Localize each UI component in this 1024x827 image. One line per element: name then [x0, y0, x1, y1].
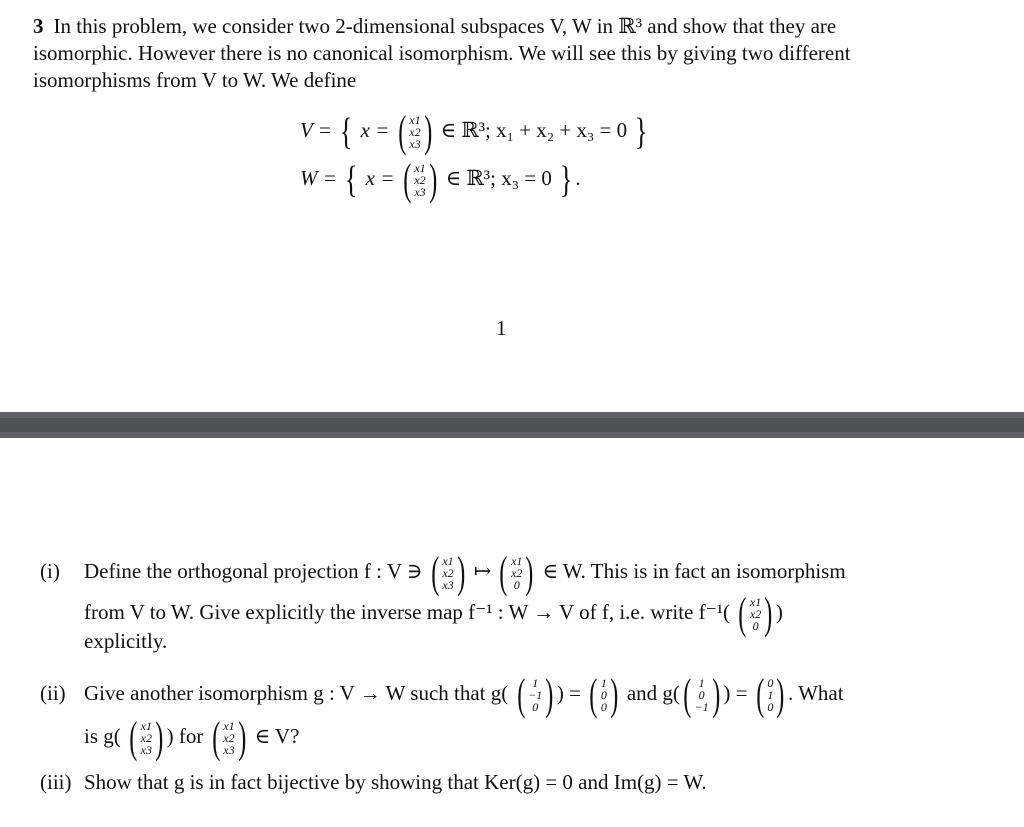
- problem-intro-line-1: [33, 13, 973, 40]
- vec-entry: 0: [600, 688, 607, 702]
- vec-entry: 1: [698, 676, 705, 690]
- vec-entry: 0: [513, 578, 520, 592]
- paren-right: ): [764, 589, 773, 638]
- vec-entry: x1: [223, 719, 235, 733]
- paren-right: ): [610, 670, 619, 719]
- paren-left: (: [499, 548, 508, 597]
- vec-entry: x1: [442, 554, 454, 568]
- part-ii-text-d: ) =: [723, 680, 748, 705]
- paren-right: ): [237, 713, 246, 762]
- vector-x-w: [400, 155, 441, 204]
- paren-left: (: [516, 670, 525, 719]
- paren-left: (: [431, 548, 440, 597]
- vector-x-ii-2: [209, 713, 250, 762]
- part-i-line-1: [40, 548, 975, 597]
- part-i-line2-text: from V to W. Give explicitly the inverse map f⁻¹ : W → V of f, i.e. write f⁻¹(: [84, 599, 730, 624]
- paren-right: ): [456, 548, 466, 597]
- problem-intro-line-3: isomorphisms from V to W. We define: [33, 68, 357, 92]
- part-i-text-a: Define the orthogonal projection f : V ∋: [84, 558, 423, 583]
- paren-right: ): [423, 107, 432, 156]
- vector-x-v: [395, 107, 436, 156]
- vector-d: [753, 670, 788, 719]
- part-ii-line2-a: is g(: [84, 723, 121, 748]
- paren-left: (: [397, 107, 406, 156]
- part-ii-text-c: and g(: [626, 680, 680, 705]
- vec-entry: x1: [409, 113, 421, 127]
- paren-left: (: [129, 713, 138, 762]
- vec-entry: 0: [698, 688, 705, 702]
- page-divider-inner: [0, 418, 1024, 432]
- vec-entry: 0: [767, 676, 774, 690]
- vec-entry: 1: [532, 676, 539, 690]
- part-ii-line-2: [84, 713, 974, 762]
- vec-entry: x3: [414, 185, 426, 199]
- vec-entry: x2: [223, 731, 235, 745]
- vec-entry: x2: [414, 173, 426, 187]
- eq-w-x: x =: [365, 165, 395, 190]
- part-ii-text-a: Give another isomorphism g : V → W such that g(: [84, 680, 509, 705]
- part-i-line-2: from V to W. Give explicitly the inverse map f⁻¹ : W → V of f, i.e. write f⁻¹( ( x1 x2 0 ) ): [84, 589, 783, 638]
- paren-left: (: [738, 589, 747, 638]
- paren-right: ): [155, 713, 164, 762]
- page-divider: [0, 412, 1024, 438]
- part-ii-text-b: ) =: [556, 680, 582, 705]
- vector-x-ii: [126, 713, 167, 762]
- vec-entry: x3: [223, 743, 235, 757]
- part-i-text-c: ∈ W. This is in fact an isomorphism: [542, 558, 846, 583]
- part-ii-text-e: . What: [787, 680, 844, 705]
- paren-right: ): [545, 670, 554, 719]
- paren-right: ): [711, 670, 721, 719]
- brace-close-w: }: [559, 159, 573, 201]
- eq-w-lhs: W =: [300, 165, 337, 190]
- eq-v-x: x =: [360, 117, 390, 142]
- page-number: 1: [496, 316, 507, 340]
- vec-entry: 1: [600, 676, 607, 690]
- problem-intro-line-2: isomorphic. However there is no canonical isomorphism. We will see this by giving two different: [33, 41, 851, 65]
- brace-close-v: }: [635, 111, 648, 153]
- vec-entry: x2: [442, 566, 454, 580]
- equation-w: W = { x = ( x1 x2 x3 ) ∈ ℝ³; x₃ = 0 } .: [300, 155, 581, 204]
- vec-entry: x2: [409, 125, 421, 139]
- paren-left: (: [211, 713, 220, 762]
- vec-entry: 0: [532, 700, 539, 714]
- part-i-label: (i): [40, 558, 60, 583]
- vec-entry: x1: [414, 161, 426, 175]
- vec-entry: 0: [752, 619, 759, 633]
- part-iii-line: [40, 765, 975, 799]
- paren-left: (: [683, 670, 692, 719]
- intro-text-1: In this problem, we consider two 2-dimensional subspaces V, W in ℝ³ and show that they are: [53, 14, 837, 38]
- brace-open-w: {: [344, 159, 358, 201]
- part-ii-line2-c: ∈ V?: [254, 723, 300, 748]
- vec-entry: x2: [749, 607, 762, 621]
- vec-entry: −1: [528, 688, 543, 702]
- vec-entry: x3: [409, 137, 421, 151]
- part-i-line-3: explicitly.: [84, 629, 168, 653]
- vector-x-i: [428, 548, 469, 597]
- eq-w-rhs: ∈ ℝ³; x₃ = 0: [445, 165, 552, 190]
- vector-proj-i: [496, 548, 537, 597]
- paren-right: ): [776, 670, 785, 719]
- paren-left: (: [402, 155, 412, 204]
- vec-entry: 1: [767, 688, 774, 702]
- part-i-text-b: ↦: [473, 558, 492, 583]
- part-iii-text: Show that g is in fact bijective by showing that Ker(g) = 0 and Im(g) = W.: [84, 770, 707, 794]
- equation-v: [300, 107, 651, 156]
- vec-entry: 0: [767, 700, 774, 714]
- part-ii-line2-b: ) for: [166, 723, 204, 748]
- vec-entry: x1: [511, 554, 523, 568]
- vector-a: [514, 670, 557, 719]
- part-ii-label: (ii): [40, 680, 66, 705]
- paren-left: (: [589, 670, 598, 719]
- vec-entry: x3: [140, 743, 152, 757]
- vec-entry: x2: [140, 731, 152, 745]
- paren-right: ): [428, 155, 438, 204]
- vector-b: [586, 670, 621, 719]
- vector-c: [680, 670, 723, 719]
- paren-left: (: [755, 670, 765, 719]
- vec-entry: x1: [140, 719, 152, 733]
- eq-v-lhs: V =: [300, 117, 332, 142]
- vec-entry: x3: [442, 578, 454, 592]
- brace-open-v: {: [339, 111, 353, 153]
- paren-right: ): [525, 548, 534, 597]
- part-ii-line-1: [40, 670, 975, 719]
- eq-v-rhs: ∈ ℝ³; x₁ + x₂ + x₃ = 0: [440, 117, 628, 142]
- part-iii-label: (iii): [40, 770, 72, 794]
- vec-entry: x2: [511, 566, 523, 580]
- vec-entry: 0: [600, 700, 607, 714]
- vec-entry: x1: [749, 595, 762, 609]
- problem-number: 3: [33, 14, 44, 38]
- vec-entry: −1: [694, 700, 709, 714]
